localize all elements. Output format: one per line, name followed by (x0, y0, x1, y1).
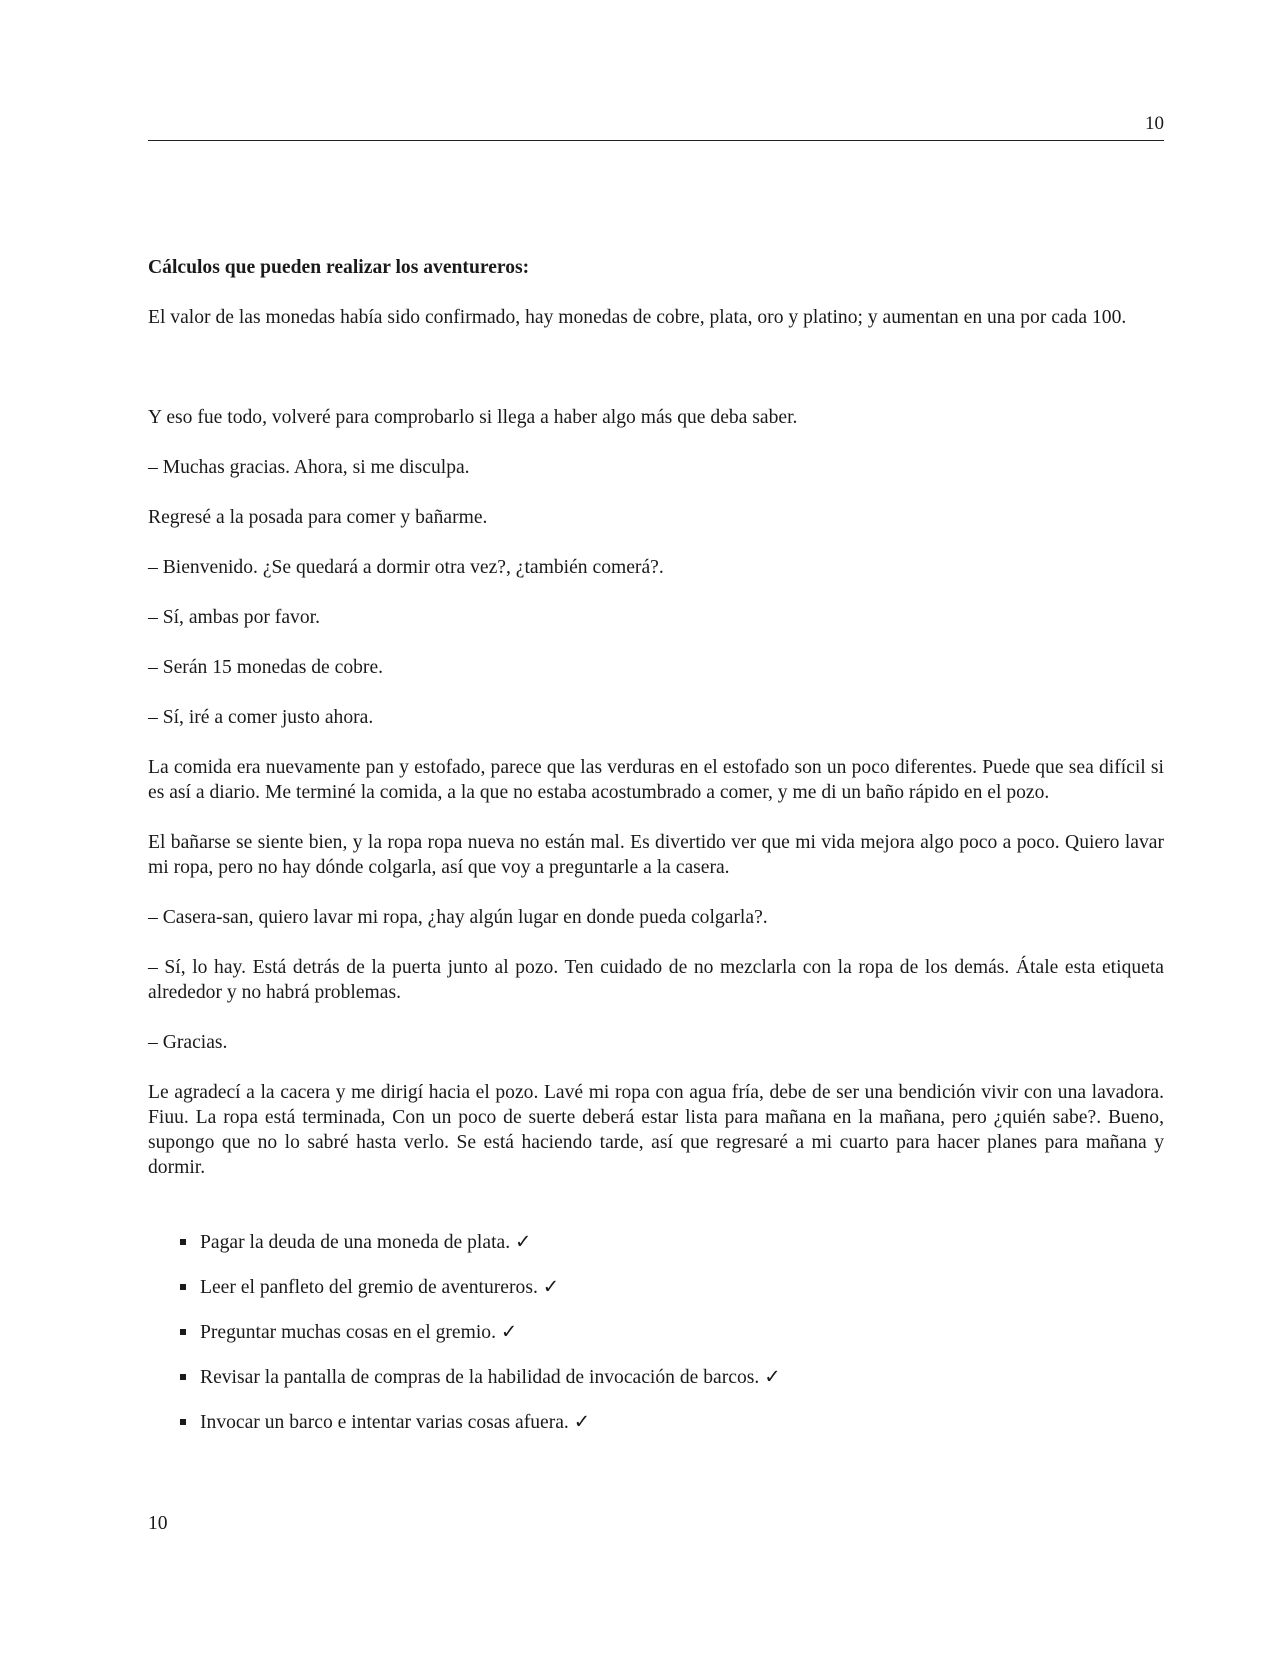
todo-text: Revisar la pantalla de compras de la habilidad de invocación de barcos. (200, 1367, 760, 1388)
dialogue-line: – Sí, lo hay. Está detrás de la puerta junto al pozo. Ten cuidado de no mezclarla con la ropa de los demás. Átale esta etiqueta alrededor y no habrá problemas. (148, 957, 1164, 1003)
dialogue-line: – Casera-san, quiero lavar mi ropa, ¿hay algún lugar en donde pueda colgarla?. (148, 907, 768, 928)
dialogue-line: – Gracias. (148, 1032, 228, 1053)
todo-item (180, 1320, 1164, 1345)
bullet-icon (180, 1329, 186, 1335)
dialogue-line: – Muchas gracias. Ahora, si me disculpa. (148, 457, 470, 478)
paragraph: La comida era nuevamente pan y estofado, parece que las verduras en el estofado son un poco diferentes. Puede que sea difícil si es así a diario. Me terminé la comida, a la que no estaba acostumbrado a comer, y me di un baño rápido en el pozo. (148, 757, 1164, 803)
bullet-icon (180, 1284, 186, 1290)
header-rule (148, 140, 1164, 141)
spacer (148, 355, 1164, 405)
todo-text: Preguntar muchas cosas en el gremio. (200, 1322, 496, 1343)
todo-text: Leer el panfleto del gremio de aventureros. (200, 1277, 538, 1298)
dialogue-line: – Bienvenido. ¿Se quedará a dormir otra vez?, ¿también comerá?. (148, 557, 664, 578)
checkmark-icon: ✓ (500, 1322, 518, 1343)
todo-list (148, 1230, 1164, 1435)
paragraph: Regresé a la posada para comer y bañarme. (148, 507, 488, 528)
todo-item (180, 1230, 1164, 1255)
dialogue-line: – Sí, ambas por favor. (148, 607, 320, 628)
paragraph: Le agradecí a la cacera y me dirigí hacia el pozo. Lavé mi ropa con agua fría, debe de ser una bendición vivir con una lavadora. Fiuu. La ropa está terminada, Con un poco de suerte deberá estar lista para mañana en la mañana, pero ¿quién sabe?. Bueno, supongo que no lo sabré hasta verlo. Se está haciendo tarde, así que regresaré a mi cuarto para hacer planes para mañana y dormir. (148, 1082, 1164, 1178)
section-intro: El valor de las monedas había sido confirmado, hay monedas de cobre, plata, oro y platino; y aumentan en una por cada 100. (148, 307, 1127, 328)
bullet-icon (180, 1239, 186, 1245)
section-title: Cálculos que pueden realizar los aventureros: (148, 257, 530, 278)
checkmark-icon: ✓ (573, 1412, 591, 1433)
header-page-number: 10 (1145, 113, 1164, 134)
todo-item (180, 1275, 1164, 1300)
dialogue-line: – Sí, iré a comer justo ahora. (148, 707, 374, 728)
bullet-icon (180, 1419, 186, 1425)
checkmark-icon: ✓ (764, 1367, 781, 1388)
dialogue-line: – Serán 15 monedas de cobre. (148, 657, 384, 678)
checkmark-icon: ✓ (515, 1232, 532, 1253)
todo-item (180, 1410, 1164, 1435)
checkmark-icon: ✓ (542, 1277, 560, 1298)
todo-item (180, 1365, 1164, 1390)
todo-text: Pagar la deuda de una moneda de plata. (200, 1232, 511, 1253)
bullet-icon (180, 1374, 186, 1380)
paragraph: Y eso fue todo, volveré para comprobarlo si llega a haber algo más que deba saber. (148, 407, 798, 428)
footer-page-number: 10 (148, 1513, 168, 1534)
todo-text: Invocar un barco e intentar varias cosas afuera. (200, 1412, 569, 1433)
paragraph: El bañarse se siente bien, y la ropa ropa nueva no están mal. Es divertido ver que mi vida mejora algo poco a poco. Quiero lavar mi ropa, pero no hay dónde colgarla, así que voy a preguntarle a la casera. (148, 832, 1164, 878)
page-content (148, 255, 1164, 1455)
spacer (148, 1205, 1164, 1230)
